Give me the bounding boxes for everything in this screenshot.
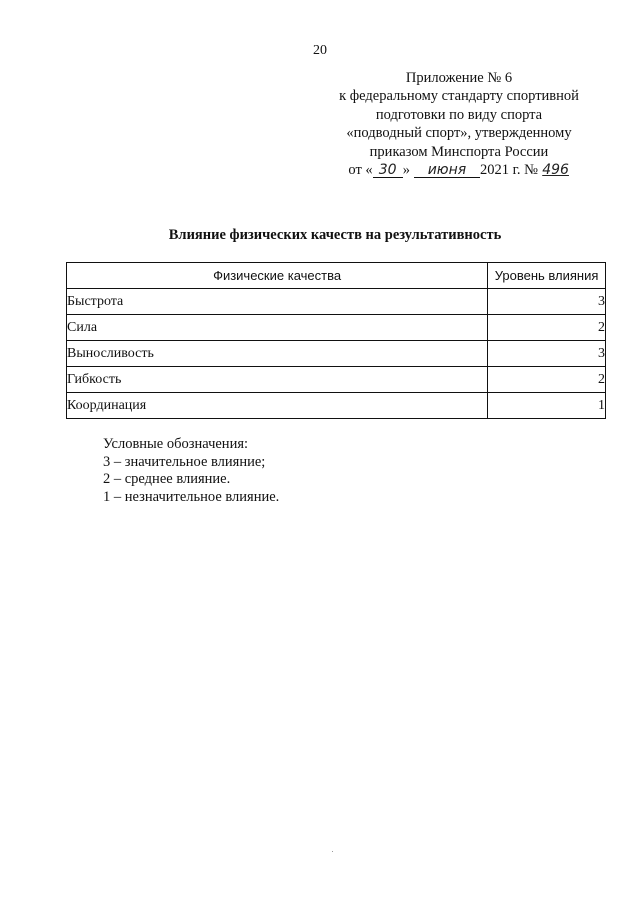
page-number: 20 <box>313 43 327 58</box>
quality-name: Координация <box>67 393 488 419</box>
table-row <box>67 367 606 393</box>
header-level: Уровень влияния <box>488 263 606 289</box>
quality-level: 2 <box>488 315 606 341</box>
table-row <box>67 315 606 341</box>
quality-name: Сила <box>67 315 488 341</box>
scan-speck <box>332 851 333 852</box>
table-row <box>67 289 606 315</box>
legend-item: 3 – значительное влияние; <box>103 453 266 470</box>
quality-level: 3 <box>488 341 606 367</box>
quality-level: 2 <box>488 367 606 393</box>
table-row <box>67 341 606 367</box>
date-prefix: от « <box>348 162 373 179</box>
appendix-line-5: приказом Минспорта России <box>369 143 549 160</box>
quality-level: 1 <box>488 393 606 419</box>
date-day-handwritten: 30 <box>373 163 403 178</box>
legend-item: 1 – незначительное влияние. <box>103 488 280 505</box>
date-mid: » <box>402 162 410 179</box>
appendix-header <box>314 69 604 179</box>
appendix-title: Приложение № 6 <box>405 70 513 86</box>
appendix-date-line <box>314 161 604 179</box>
date-year: 2021 г. № <box>479 162 538 179</box>
appendix-line-2: к федеральному стандарту спортивной <box>339 88 579 105</box>
quality-name: Выносливость <box>67 341 488 367</box>
legend-heading: Условные обозначения: <box>103 436 249 452</box>
legend-item: 2 – среднее влияние. <box>103 471 231 487</box>
appendix-line-4: «подводный спорт», утвержденному <box>346 125 572 142</box>
table-header-row <box>67 263 606 289</box>
date-month-handwritten: июня <box>414 163 480 178</box>
quality-level: 3 <box>488 289 606 315</box>
appendix-line-3: подготовки по виду спорта <box>375 106 543 123</box>
table-row <box>67 393 606 419</box>
header-quality: Физические качества <box>67 263 488 289</box>
qualities-table <box>66 262 606 419</box>
order-number-handwritten: 496 <box>542 162 569 179</box>
legend <box>103 436 279 506</box>
document-title: Влияние физических качеств на результативность <box>168 227 502 243</box>
quality-name: Гибкость <box>67 367 488 393</box>
quality-name: Быстрота <box>67 289 488 315</box>
